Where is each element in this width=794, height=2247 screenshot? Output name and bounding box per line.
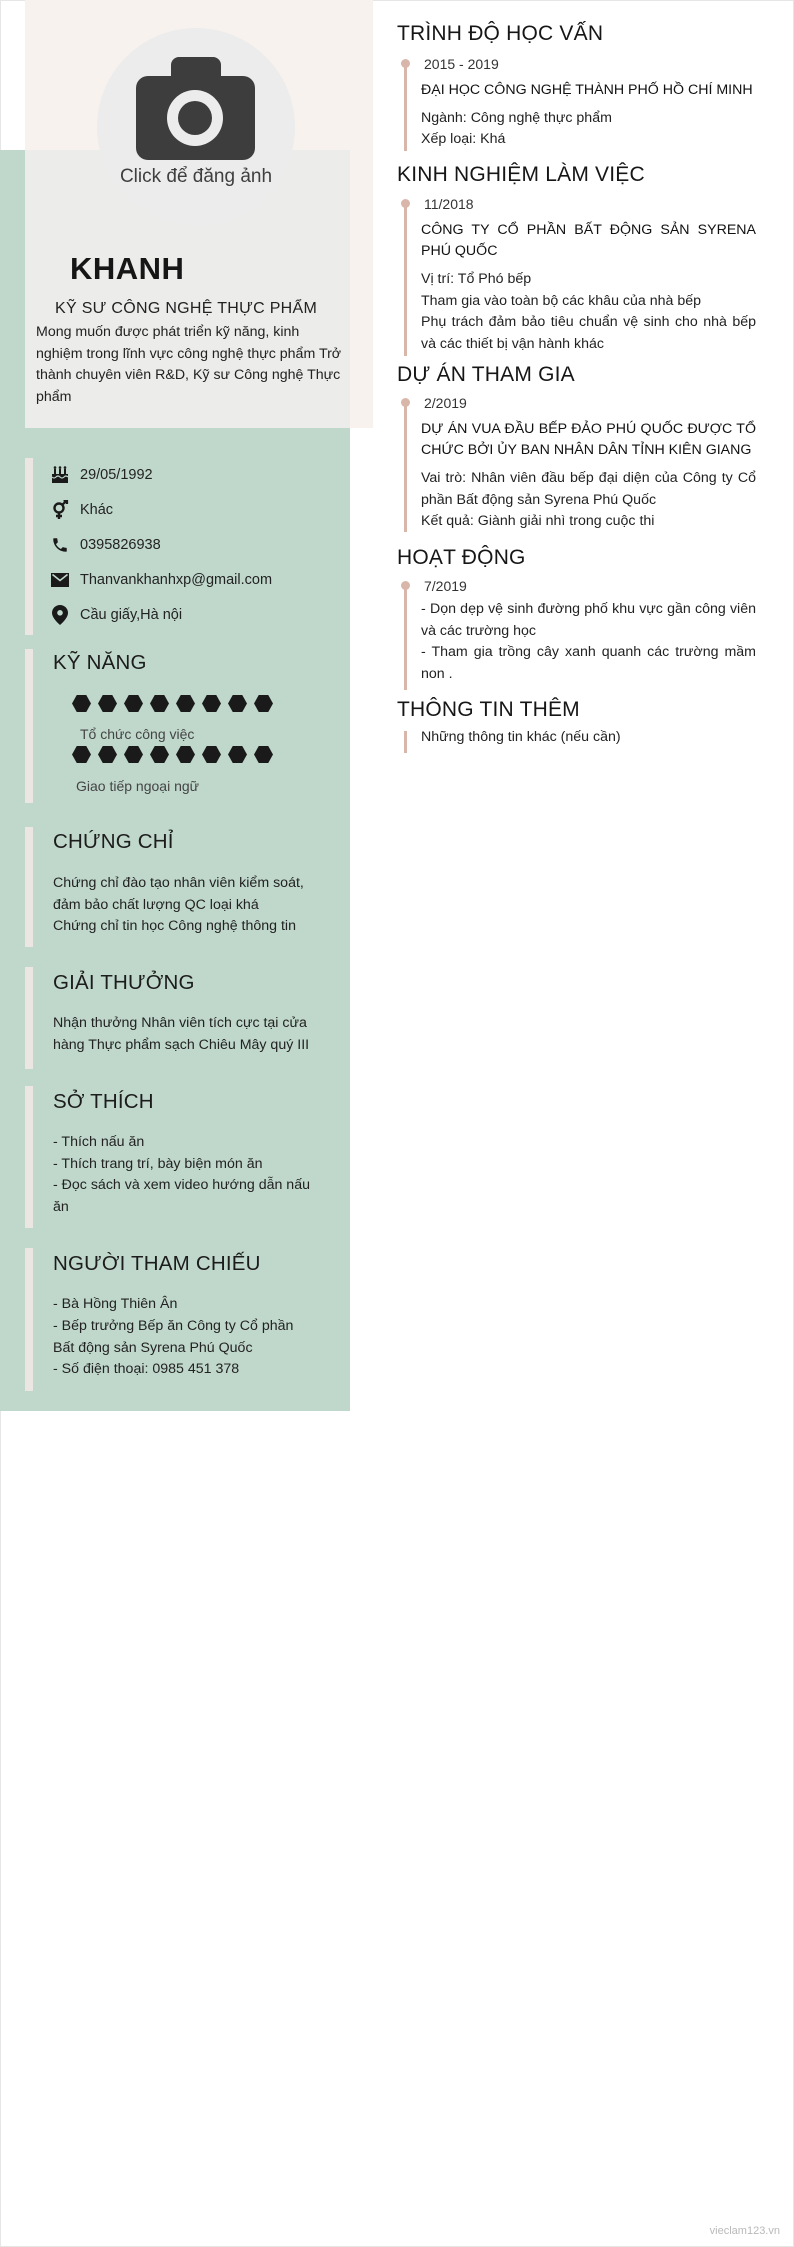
project-name: DỰ ÁN VUA ĐẦU BẾP ĐẢO PHÚ QUỐC ĐƯỢC TỔ CHỨC BỞI ỦY BAN NHÂN DÂN TỈNH KIÊN GIANG [421, 421, 756, 458]
references-heading: NGƯỜI THAM CHIẾU [53, 1252, 261, 1275]
skill-label: Giao tiếp ngoại ngữ [76, 778, 200, 794]
skills-accent-bar [25, 649, 33, 803]
birthday-cake-icon [49, 466, 71, 484]
projects-heading: DỰ ÁN THAM GIA [397, 363, 575, 386]
photo-upload-caption: Click để đăng ảnh [119, 166, 273, 187]
skill-rating-2 [72, 746, 273, 763]
skill-label: Tổ chức công việc [80, 726, 195, 742]
education-detail: Ngành: Công nghệ thực phẩm [421, 110, 612, 126]
award-text: Nhận thưởng Nhân viên tích cực tại cửa hàng Thực phẩm sạch Chiêu Mây quý III [53, 1015, 310, 1053]
additional-info-heading: THÔNG TIN THÊM [397, 698, 580, 721]
email-text[interactable]: Thanvankhanhxp@gmail.com [80, 572, 273, 588]
skill-hex [72, 746, 91, 763]
reference-item: - Bếp trưởng Bếp ăn Công ty Cổ phần Bất động sản Syrena Phú Quốc [53, 1318, 294, 1356]
contact-phone [49, 533, 161, 557]
certificates-accent-bar [25, 827, 33, 947]
contact-email [49, 568, 272, 592]
activity-item: - Tham gia trồng cây xanh quanh các trường mầm non . [421, 644, 756, 682]
skill-hex [72, 695, 91, 712]
skill-hex [176, 746, 195, 763]
skill-hex [254, 746, 273, 763]
experience-date: 11/2018 [424, 196, 474, 212]
camera-icon [136, 76, 255, 160]
hobby-item: - Thích nấu ăn [53, 1134, 145, 1150]
skills-heading: KỸ NĂNG [53, 651, 147, 674]
experience-detail: Tham gia vào toàn bộ các khâu của nhà bếp [421, 293, 702, 309]
avatar-upload[interactable] [97, 28, 295, 226]
education-date: 2015 - 2019 [424, 56, 499, 72]
contact-birthday [49, 463, 153, 487]
candidate-name: KHANH [70, 251, 185, 286]
gender-icon [49, 500, 71, 520]
skill-hex [150, 746, 169, 763]
project-date: 2/2019 [424, 395, 467, 411]
projects-timeline [404, 402, 407, 532]
experience-heading: KINH NGHIỆM LÀM VIỆC [397, 163, 645, 186]
activity-date: 7/2019 [424, 578, 467, 594]
education-school: ĐẠI HỌC CÔNG NGHỆ THÀNH PHỐ HỒ CHÍ MINH [421, 82, 753, 98]
experience-company: CÔNG TY CỔ PHẦN BẤT ĐỘNG SẢN SYRENA PHÚ QUỐC [421, 222, 756, 259]
contact-gender [49, 498, 113, 522]
activity-item: - Dọn dẹp vệ sinh đường phố khu vực gần công viên và các trường học [421, 601, 756, 639]
project-detail: Kết quả: Giành giải nhì trong cuộc thi [421, 513, 655, 529]
activities-heading: HOẠT ĐỘNG [397, 546, 526, 569]
awards-heading: GIẢI THƯỞNG [53, 971, 195, 994]
skill-hex [228, 695, 247, 712]
experience-timeline [404, 203, 407, 356]
skill-hex [124, 695, 143, 712]
skill-hex [150, 695, 169, 712]
skill-hex [176, 695, 195, 712]
address-text: Cầu giấy,Hà nội [80, 607, 183, 623]
skill-hex [228, 746, 247, 763]
skill-hex [202, 695, 221, 712]
skill-hex [202, 746, 221, 763]
contact-accent-bar [25, 458, 33, 635]
references-accent-bar [25, 1248, 33, 1391]
contact-address [49, 603, 182, 627]
birthday-text: 29/05/1992 [80, 467, 153, 483]
project-detail: Vai trò: Nhân viên đầu bếp đại diện của Công ty Cổ phần Bất động sản Syrena Phú Quốc [421, 470, 756, 508]
skill-hex [254, 695, 273, 712]
reference-item: - Số điện thoại: 0985 451 378 [53, 1361, 240, 1377]
camera-lens-center [178, 101, 212, 135]
reference-item: - Bà Hồng Thiên Ân [53, 1296, 178, 1312]
phone-text[interactable]: 0395826938 [80, 537, 161, 553]
hobbies-accent-bar [25, 1086, 33, 1228]
additional-info-timeline [404, 731, 407, 753]
experience-detail: Vị trí: Tổ Phó bếp [421, 271, 532, 287]
skill-rating-1 [72, 695, 273, 712]
skill-hex [124, 746, 143, 763]
skill-hex [98, 746, 117, 763]
certificate-item: Chứng chỉ tin học Công nghệ thông tin [53, 918, 296, 934]
experience-detail: Phụ trách đảm bảo tiêu chuẩn vệ sinh cho nhà bếp và các thiết bị vận hành khác [421, 314, 756, 352]
career-objective: Mong muốn được phát triển kỹ năng, kinh nghiệm trong lĩnh vực công nghệ thực phẩm Trở thành chuyên viên R&D, Kỹ sư Công nghệ Thực phẩm [36, 324, 342, 405]
hobby-item: - Thích trang trí, bày biện món ăn [53, 1156, 263, 1172]
certificates-heading: CHỨNG CHỈ [53, 830, 174, 853]
activities-timeline [404, 585, 407, 690]
hobbies-heading: SỞ THÍCH [53, 1090, 154, 1113]
additional-info-text: Những thông tin khác (nếu cần) [421, 729, 621, 745]
education-timeline [404, 63, 407, 151]
phone-icon [49, 536, 71, 554]
skill-hex [98, 695, 117, 712]
education-detail: Xếp loại: Khá [421, 131, 506, 147]
watermark: vieclam123.vn [709, 2225, 780, 2237]
gender-text: Khác [80, 502, 114, 518]
email-icon [49, 573, 71, 587]
location-pin-icon [49, 605, 71, 625]
education-heading: TRÌNH ĐỘ HỌC VẤN [397, 22, 604, 45]
certificate-item: Chứng chỉ đào tạo nhân viên kiểm soát, đảm bảo chất lượng QC loại khá [53, 875, 304, 913]
job-title: KỸ SƯ CÔNG NGHỆ THỰC PHẨM [55, 300, 318, 317]
hobby-item: - Đọc sách và xem video hướng dẫn nấu ăn [53, 1177, 310, 1215]
awards-accent-bar [25, 967, 33, 1069]
camera-lens [167, 90, 223, 146]
